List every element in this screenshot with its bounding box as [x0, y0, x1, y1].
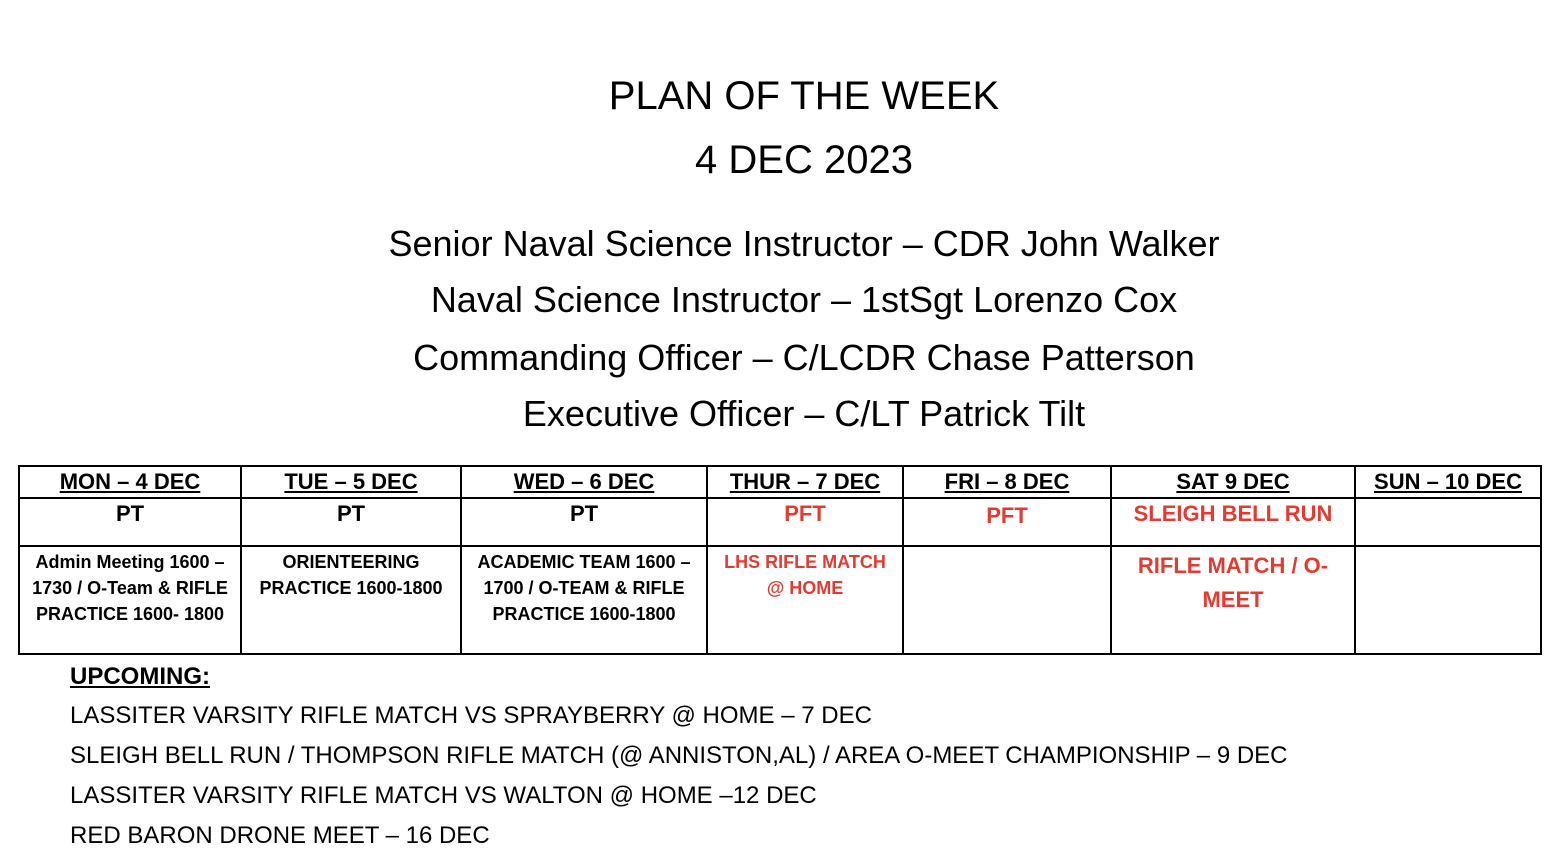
day-header-sun: SUN – 10 DEC: [1355, 466, 1541, 498]
wed-morning-cell: PT: [461, 498, 707, 546]
mon-afternoon-cell: Admin Meeting 1600 – 1730 / O-Team & RIFLE PRACTICE 1600- 1800: [19, 546, 241, 654]
schedule-afternoon-row: [19, 546, 1541, 654]
day-header-fri: FRI – 8 DEC: [903, 466, 1111, 498]
sat-morning-cell: SLEIGH BELL RUN: [1111, 498, 1355, 546]
tue-afternoon-cell: ORIENTEERING PRACTICE 1600-1800: [241, 546, 461, 654]
staff-instructor: Naval Science Instructor – 1stSgt Lorenzo Cox: [430, 279, 1178, 320]
sun-afternoon-cell: [1355, 546, 1541, 654]
fri-afternoon-cell: [903, 546, 1111, 654]
fri-morning-cell: PFT: [903, 498, 1111, 546]
upcoming-item: SLEIGH BELL RUN / THOMPSON RIFLE MATCH (@ ANNISTON,AL) / AREA O-MEET CHAMPIONSHIP – 9 DEC: [70, 742, 1288, 769]
thu-afternoon-cell: LHS RIFLE MATCH @ HOME: [707, 546, 903, 654]
day-header-wed: WED – 6 DEC: [461, 466, 707, 498]
staff-senior-instructor: Senior Naval Science Instructor – CDR John Walker: [388, 223, 1220, 264]
wed-afternoon-cell: ACADEMIC TEAM 1600 – 1700 / O-TEAM & RIFLE PRACTICE 1600-1800: [461, 546, 707, 654]
upcoming-item: LASSITER VARSITY RIFLE MATCH VS SPRAYBERRY @ HOME – 7 DEC: [70, 702, 872, 729]
schedule-header-row: [19, 466, 1541, 498]
schedule-morning-row: [19, 498, 1541, 546]
page-date: 4 DEC 2023: [695, 138, 913, 182]
upcoming-section: [70, 660, 1520, 856]
mon-morning-cell: PT: [19, 498, 241, 546]
staff-executive-officer: Executive Officer – C/LT Patrick Tilt: [522, 393, 1086, 434]
day-header-sat: SAT 9 DEC: [1111, 466, 1355, 498]
upcoming-item: RED BARON DRONE MEET – 16 DEC: [70, 822, 490, 849]
thu-morning-cell: PFT: [707, 498, 903, 546]
day-header-thu: THUR – 7 DEC: [707, 466, 903, 498]
day-header-mon: MON – 4 DEC: [19, 466, 241, 498]
tue-morning-cell: PT: [241, 498, 461, 546]
upcoming-item: LASSITER VARSITY RIFLE MATCH VS WALTON @ HOME –12 DEC: [70, 782, 817, 809]
upcoming-heading: UPCOMING:: [70, 663, 210, 690]
weekly-schedule-table: [18, 465, 1542, 655]
staff-commanding-officer: Commanding Officer – C/LCDR Chase Patterson: [413, 337, 1195, 378]
page-title: PLAN OF THE WEEK: [608, 74, 1000, 118]
day-header-tue: TUE – 5 DEC: [241, 466, 461, 498]
sun-morning-cell: [1355, 498, 1541, 546]
sat-afternoon-cell: RIFLE MATCH / O-MEET: [1111, 546, 1355, 654]
